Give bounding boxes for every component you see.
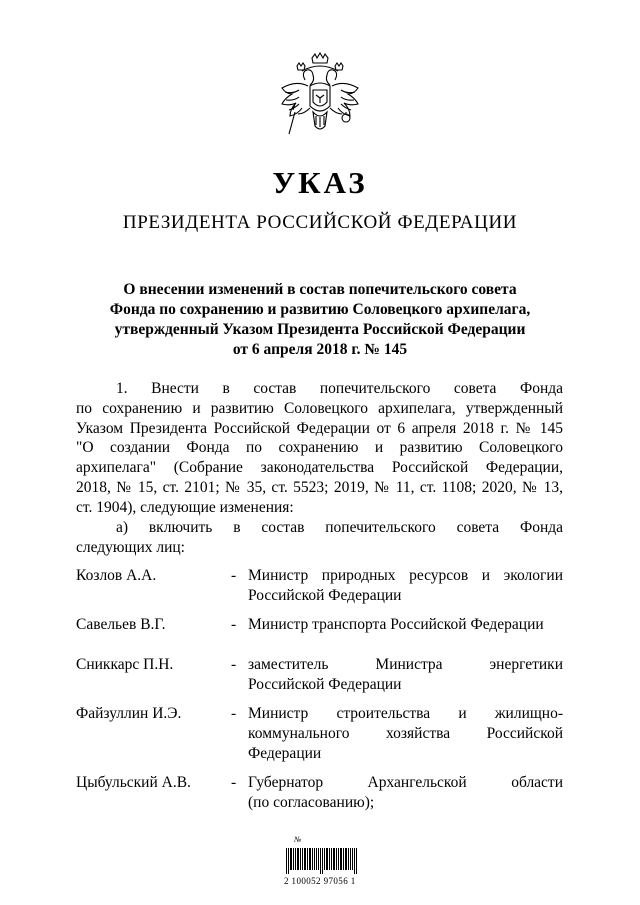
person-name: Сниккарс П.Н. xyxy=(76,656,174,673)
document-title: УКАЗ xyxy=(272,165,368,200)
word: энергетики xyxy=(489,656,564,673)
paragraph-line: "О создании Фонда по сохранению и развитию Соловецкого xyxy=(76,439,563,457)
word: области xyxy=(511,774,564,791)
person-name: Савельев В.Г. xyxy=(76,616,166,633)
paragraph-line xyxy=(76,518,563,538)
subpoint-a xyxy=(76,518,563,558)
word: заместитель xyxy=(248,656,329,673)
heading-line: Фонда по сохранению и развитию Соловецкого архипелага, xyxy=(109,301,531,318)
person-dash: - xyxy=(231,616,237,633)
role-line: Министр транспорта Российской Федерации xyxy=(248,616,544,633)
paragraph-line: архипелага" (Собрание законодательства Российской Федерации, xyxy=(76,459,563,477)
word: Министра xyxy=(375,656,443,673)
word: в xyxy=(233,519,241,536)
word: попечительского xyxy=(319,380,431,397)
paragraph-line: Указом Президента Российской Федерации от 6 апреля 2018 г. № 145 xyxy=(76,419,563,437)
role-line: Российской Федерации xyxy=(248,586,402,604)
person-role xyxy=(248,773,563,813)
word: строительства xyxy=(336,705,431,722)
person-role xyxy=(248,566,563,606)
heading-line: О внесении изменений в состав попечительского совета xyxy=(123,281,517,298)
word: состав xyxy=(253,380,297,397)
coat-of-arms-icon xyxy=(275,52,365,148)
word: Губернатор xyxy=(248,774,324,791)
paragraph-line xyxy=(76,379,563,399)
person-dash: - xyxy=(231,567,237,584)
barcode-icon xyxy=(286,848,358,874)
word: Российской xyxy=(486,724,564,742)
word: Архангельской xyxy=(367,774,467,791)
person-role xyxy=(248,655,563,695)
barcode-number: 2 100052 97056 1 xyxy=(284,876,356,886)
person-dash: - xyxy=(231,656,237,673)
word: Фонда xyxy=(519,380,564,397)
word: Фонда xyxy=(519,519,564,536)
role-line: Федерации xyxy=(248,744,322,762)
heading-line: от 6 апреля 2018 г. № 145 xyxy=(232,341,408,358)
decree-heading xyxy=(70,280,570,360)
word: совета xyxy=(453,380,497,397)
role-line xyxy=(248,724,563,744)
person-name: Козлов А.А. xyxy=(76,567,157,584)
word: состав xyxy=(261,519,305,536)
person-role xyxy=(248,615,563,635)
word: попечительского xyxy=(325,519,436,536)
role-line xyxy=(248,773,563,793)
paragraph-line: следующих лиц: xyxy=(76,538,185,556)
role-line xyxy=(248,655,563,675)
paragraph-line: по сохранению и развитию Соловецкого архипелага, утвержденный xyxy=(76,399,563,417)
paragraph-1 xyxy=(76,379,563,518)
word: коммунального xyxy=(248,724,350,742)
person-name: Цыбульский А.В. xyxy=(76,774,191,791)
word: 1. Внести xyxy=(116,380,199,397)
word: в xyxy=(222,380,230,397)
barcode-mark: № xyxy=(294,835,302,844)
paragraph-line: ст. 1904), следующие изменения: xyxy=(76,498,294,516)
role-line xyxy=(248,704,563,724)
word: Министр xyxy=(248,705,309,722)
word: жилищно- xyxy=(494,705,564,722)
role-line: (по согласованию); xyxy=(248,793,375,811)
paragraph-line: 2018, № 15, ст. 2101; № 35, ст. 5523; 2019, № 11, ст. 1108; 2020, № 13, xyxy=(76,478,563,496)
word: совета xyxy=(456,519,500,536)
person-dash: - xyxy=(231,705,237,722)
role-line: Российской Федерации xyxy=(248,675,402,693)
person-dash: - xyxy=(231,774,237,791)
word: и xyxy=(458,705,467,722)
role-line: Министр природных ресурсов и экологии xyxy=(248,567,563,584)
person-role xyxy=(248,704,563,763)
heading-line: утвержденный Указом Президента Российской Федерации xyxy=(114,321,526,338)
document-subtitle: ПРЕЗИДЕНТА РОССИЙСКОЙ ФЕДЕРАЦИИ xyxy=(122,212,518,233)
word: а) включить xyxy=(116,519,213,536)
word: хозяйства xyxy=(385,724,451,742)
person-name: Файзуллин И.Э. xyxy=(76,705,182,722)
